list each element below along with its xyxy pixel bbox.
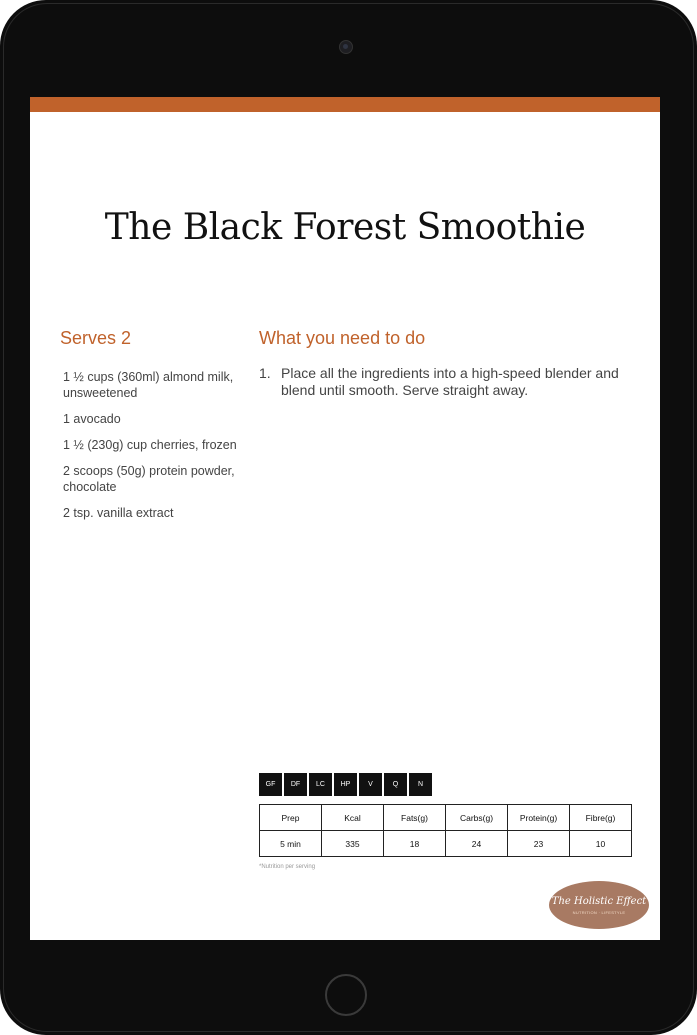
nutrition-value-cell: 24 bbox=[446, 831, 508, 857]
nutrition-header-cell: Fats(g) bbox=[384, 805, 446, 831]
nutrition-header-cell: Carbs(g) bbox=[446, 805, 508, 831]
instructions-heading: What you need to do bbox=[259, 328, 426, 348]
nutrition-value-cell: 23 bbox=[508, 831, 570, 857]
ingredient-item: 2 tsp. vanilla extract bbox=[63, 506, 174, 520]
step-number: 1. bbox=[259, 365, 271, 381]
ingredient-item: 1 ½ (230g) cup cherries, frozen bbox=[63, 438, 237, 452]
nutrition-note: *Nutrition per serving bbox=[259, 864, 316, 870]
nutrition-header-cell: Protein(g) bbox=[508, 805, 570, 831]
diet-tag-n: N bbox=[409, 773, 432, 796]
nutrition-value-cell: 18 bbox=[384, 831, 446, 857]
nutrition-header-cell: Kcal bbox=[322, 805, 384, 831]
logo-tagline: NUTRITION · LIFESTYLE bbox=[572, 909, 626, 915]
tablet-screen bbox=[30, 97, 660, 940]
nutrition-table bbox=[259, 804, 632, 857]
nutrition-header-row bbox=[260, 805, 632, 831]
ingredient-list bbox=[63, 369, 253, 531]
nutrition-value-row bbox=[260, 831, 632, 857]
home-button[interactable] bbox=[325, 974, 367, 1016]
recipe-title: The Black Forest Smoothie bbox=[104, 207, 586, 248]
ingredient-item: 1 ½ cups (360ml) almond milk, unsweetened bbox=[63, 370, 234, 400]
diet-tags bbox=[259, 773, 432, 796]
diet-tag-dairy-free: DF bbox=[284, 773, 307, 796]
step-text: Place all the ingredients into a high-speed blender and blend until smooth. Serve straight away. bbox=[281, 365, 619, 398]
diet-tag-vegetarian: V bbox=[359, 773, 382, 796]
nutrition-value-cell: 10 bbox=[570, 831, 632, 857]
diet-tag-high-protein: HP bbox=[334, 773, 357, 796]
ingredient-item: 1 avocado bbox=[63, 412, 121, 426]
holistic-effect-logo bbox=[549, 881, 649, 929]
ingredient-item: 2 scoops (50g) protein powder, chocolate bbox=[63, 464, 235, 494]
nutrition-header-cell: Fibre(g) bbox=[570, 805, 632, 831]
nutrition-header-cell: Prep bbox=[260, 805, 322, 831]
accent-bar bbox=[30, 97, 660, 112]
front-camera bbox=[339, 40, 353, 54]
instruction-list bbox=[259, 365, 639, 399]
instruction-step bbox=[259, 365, 639, 399]
nutrition-value-cell: 5 min bbox=[260, 831, 322, 857]
diet-tag-low-carb: LC bbox=[309, 773, 332, 796]
diet-tag-gluten-free: GF bbox=[259, 773, 282, 796]
logo-name: The Holistic Effect bbox=[551, 895, 647, 907]
diet-tag-quick: Q bbox=[384, 773, 407, 796]
nutrition-value-cell: 335 bbox=[322, 831, 384, 857]
serves-heading: Serves 2 bbox=[60, 328, 132, 348]
